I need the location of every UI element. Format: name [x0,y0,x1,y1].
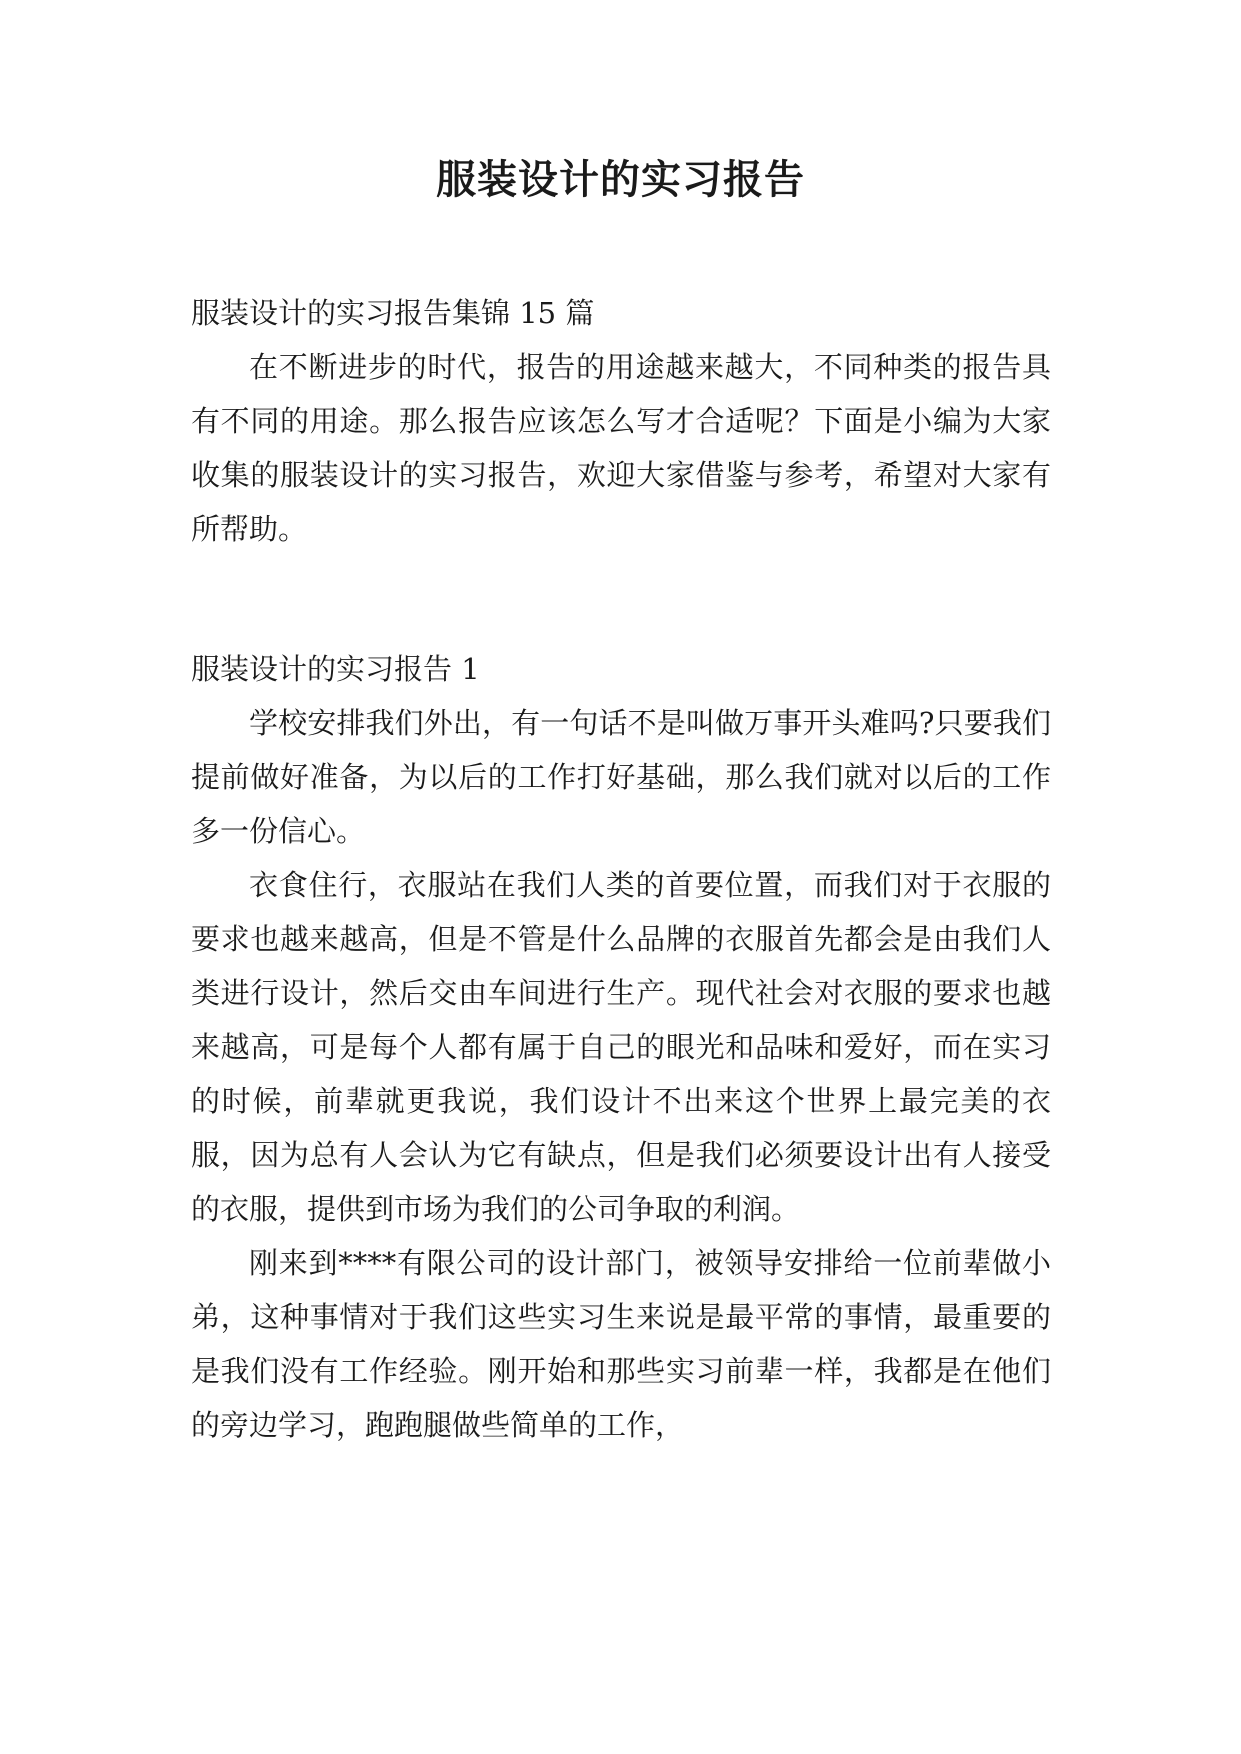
body-paragraph: 学校安排我们外出，有一句话不是叫做万事开头难吗?只要我们提前做好准备，为以后的工作打好基础，那么我们就对以后的工作多一份信心。 [191,706,1051,848]
document-title: 服装设计的实习报告 [436,156,805,203]
section-heading: 服装设计的实习报告 1 [191,652,480,686]
body-paragraph: 衣食住行，衣服站在我们人类的首要位置，而我们对于衣服的要求也越来越高，但是不管是什么品牌的衣服首先都会是由我们人类进行设计，然后交由车间进行生产。现代社会对衣服的要求也越来越高，可是每个人都有属于自己的眼光和品味和爱好，而在实习的时候，前辈就更我说，我们设计不出来这个世界上最完美的衣服，因为总有人会认为它有缺点，但是我们必须要设计出有人接受的衣服，提供到市场为我们的公司争取的利润。 [191,868,1051,1226]
document-body [191,286,1051,1452]
body-paragraph: 刚来到****有限公司的设计部门，被领导安排给一位前辈做小弟，这种事情对于我们这些实习生来说是最平常的事情，最重要的是我们没有工作经验。刚开始和那些实习前辈一样，我都是在他们的旁边学习，跑跑腿做些简单的工作， [191,1246,1051,1442]
intro-paragraph: 在不断进步的时代，报告的用途越来越大，不同种类的报告具有不同的用途。那么报告应该怎么写才合适呢？下面是小编为大家收集的服装设计的实习报告，欢迎大家借鉴与参考，希望对大家有所帮助。 [191,350,1051,546]
document-subtitle: 服装设计的实习报告集锦 15 篇 [191,296,595,330]
